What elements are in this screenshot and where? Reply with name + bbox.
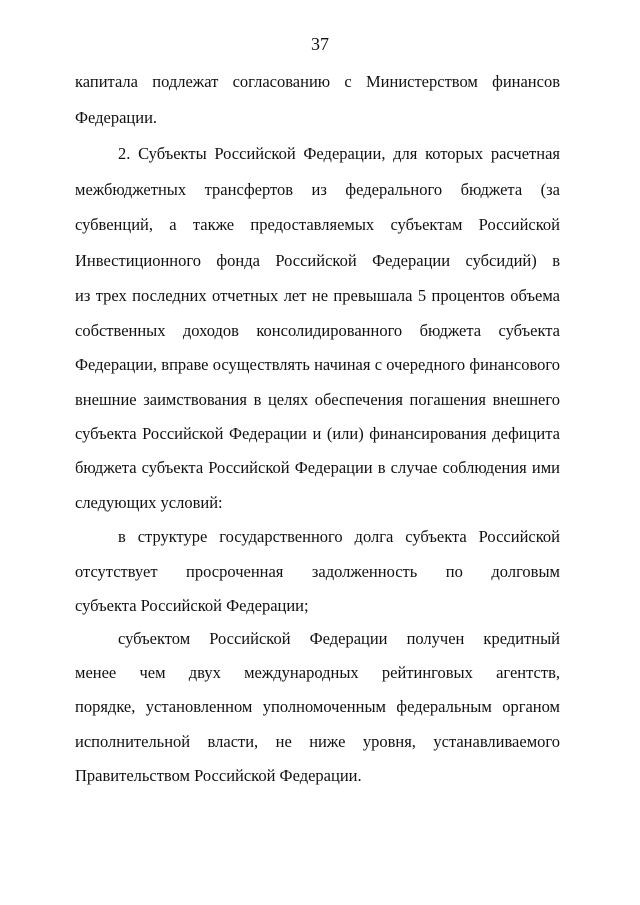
paragraph-2-first-line: 2. Субъекты Российской Федерации, для которых расчетная bbox=[118, 144, 560, 163]
text-line: менее чем двух международных рейтинговых агентств, bbox=[75, 663, 560, 682]
condition-1-first-line: в структуре государственного долга субъекта Российской bbox=[118, 527, 560, 546]
text-line: внешние заимствования в целях обеспечения погашения внешнего bbox=[75, 390, 560, 409]
condition-2-first-line: субъектом Российской Федерации получен кредитный bbox=[118, 629, 560, 648]
text-line: Федерации. bbox=[75, 108, 158, 127]
text-line: капитала подлежат согласованию с Министерством финансов bbox=[75, 72, 560, 91]
text-line: субъекта Российской Федерации; bbox=[75, 596, 309, 615]
text-line: порядке, установленном уполномоченным федеральным органом bbox=[75, 697, 560, 716]
text-line: из трех последних отчетных лет не превышала 5 процентов объема bbox=[75, 286, 560, 305]
text-line: Инвестиционного фонда Российской Федерации субсидий) в bbox=[75, 251, 560, 270]
text-line: субвенций, а также предоставляемых субъектам Российской bbox=[75, 215, 560, 234]
text-line: бюджета субъекта Российской Федерации в случае соблюдения ими bbox=[75, 458, 560, 477]
text-line: отсутствует просроченная задолженность по долговым bbox=[75, 562, 560, 581]
text-line: Федерации, вправе осуществлять начиная с очередного финансового bbox=[75, 355, 560, 374]
text-line: Правительством Российской Федерации. bbox=[75, 766, 362, 785]
text-line: межбюджетных трансфертов из федерального бюджета (за bbox=[75, 180, 560, 199]
text-line: исполнительной власти, не ниже уровня, устанавливаемого bbox=[75, 732, 560, 751]
text-line: следующих условий: bbox=[75, 493, 223, 512]
text-line: собственных доходов консолидированного бюджета субъекта bbox=[75, 321, 560, 340]
text-line: субъекта Российской Федерации и (или) финансирования дефицита bbox=[75, 424, 560, 443]
page-number: 37 bbox=[311, 34, 329, 54]
